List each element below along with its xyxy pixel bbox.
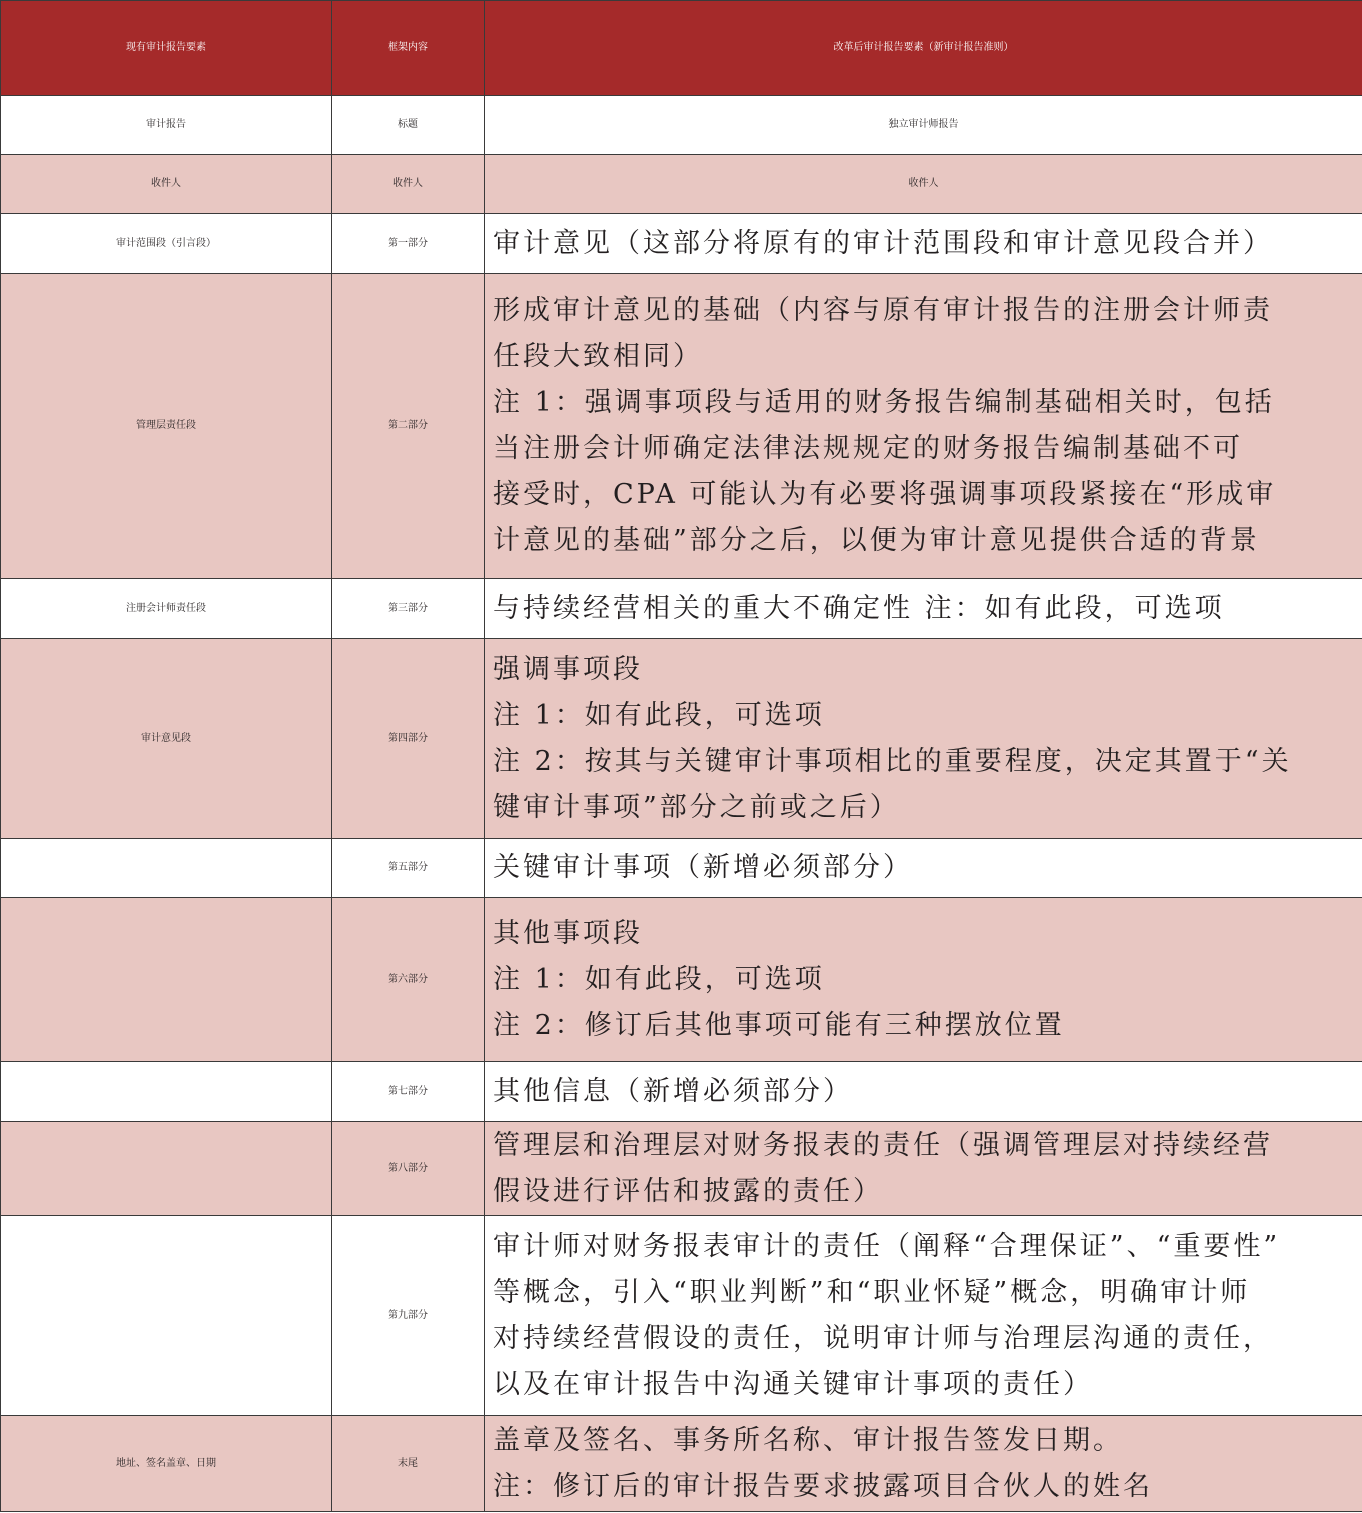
existing-element-cell: 地址、签名盖章、日期 [1,1416,332,1512]
cell-line: 其他事项段 [493,917,643,949]
header-framework-content: 框架内容 [332,1,485,96]
framework-part-cell: 第二部分 [332,274,485,579]
framework-part-cell: 末尾 [332,1416,485,1512]
cell-line: 计意见的基础”部分之后，以便为审计意见提供合适的背景 [493,525,1260,556]
table-row [1,1122,1362,1216]
cell-line: 当注册会计师确定法律法规规定的财务报告编制基础不可 [493,433,1243,464]
existing-element-cell [1,1062,332,1122]
cell-line: 形成审计意见的基础（内容与原有审计报告的注册会计师责 [493,295,1273,326]
framework-part-cell: 第五部分 [332,839,485,898]
reformed-element-cell [485,274,1362,579]
table-row [1,1062,1362,1122]
existing-element-cell: 管理层责任段 [1,274,332,579]
cell-line: 注 1：如有此段，可选项 [493,699,825,731]
cell-line: 盖章及签名、事务所名称、审计报告签发日期。 [493,1424,1123,1456]
table-row [1,898,1362,1062]
cell-line: 注 1：强调事项段与适用的财务报告编制基础相关时，包括 [493,387,1275,418]
reformed-element-cell [485,1122,1362,1216]
cell-line: 管理层和治理层对财务报表的责任（强调管理层对持续经营 [493,1129,1273,1161]
existing-element-cell: 注册会计师责任段 [1,579,332,639]
table-row [1,214,1362,274]
cell-line: 收件人 [908,178,939,189]
cell-line: 独立审计师报告 [888,119,959,130]
framework-part-cell: 第六部分 [332,898,485,1062]
table-row [1,274,1362,579]
cell-line: 强调事项段 [493,653,643,685]
cell-line: 审计师对财务报表审计的责任（阐释“合理保证”、“重要性” [493,1230,1281,1262]
existing-element-cell: 审计范围段（引言段） [1,214,332,274]
cell-line: 与持续经营相关的重大不确定性 注：如有此段，可选项 [493,592,1225,624]
framework-part-cell: 标题 [332,96,485,155]
cell-line: 等概念，引入“职业判断”和“职业怀疑”概念，明确审计师 [493,1276,1251,1308]
reformed-element-cell [485,214,1362,274]
existing-element-cell: 审计意见段 [1,639,332,839]
header-existing-elements: 现有审计报告要素 [1,1,332,96]
cell-line: 任段大致相同） [493,341,703,372]
existing-element-cell: 收件人 [1,155,332,214]
cell-line: 关键审计事项（新增必须部分） [493,852,913,883]
table-row [1,1416,1362,1512]
cell-line: 以及在审计报告中沟通关键审计事项的责任） [493,1368,1093,1400]
framework-part-cell: 第九部分 [332,1216,485,1416]
framework-part-cell: 第一部分 [332,214,485,274]
table-row [1,1216,1362,1416]
existing-element-cell [1,1216,332,1416]
cell-line: 注：修订后的审计报告要求披露项目合伙人的姓名 [493,1470,1153,1502]
cell-line: 键审计事项”部分之前或之后） [493,791,900,823]
existing-element-cell [1,1122,332,1216]
framework-part-cell: 收件人 [332,155,485,214]
reformed-element-cell [485,1416,1362,1512]
table-row [1,155,1362,214]
cell-line: 接受时，CPA 可能认为有必要将强调事项段紧接在“形成审 [493,479,1277,510]
cell-line: 假设进行评估和披露的责任） [493,1175,883,1207]
cell-line: 对持续经营假设的责任，说明审计师与治理层沟通的责任， [493,1322,1273,1354]
table-row [1,579,1362,639]
cell-line: 其他信息（新增必须部分） [493,1075,853,1107]
reformed-element-cell [485,1062,1362,1122]
table-row [1,96,1362,155]
reformed-element-cell [485,898,1362,1062]
framework-part-cell: 第八部分 [332,1122,485,1216]
cell-line: 审计意见（这部分将原有的审计范围段和审计意见段合并） [493,227,1273,259]
reformed-element-cell [485,579,1362,639]
table-header-row [1,1,1362,96]
reformed-element-cell [485,839,1362,898]
table-row [1,839,1362,898]
reformed-element-cell [485,1216,1362,1416]
framework-part-cell: 第三部分 [332,579,485,639]
header-reformed-elements: 改革后审计报告要素（新审计报告准则） [485,1,1362,96]
existing-element-cell: 审计报告 [1,96,332,155]
reformed-element-cell [485,639,1362,839]
table-row [1,639,1362,839]
cell-line: 注 2：修订后其他事项可能有三种摆放位置 [493,1009,1065,1041]
cell-line: 注 2：按其与关键审计事项相比的重要程度，决定其置于“关 [493,745,1292,777]
framework-part-cell: 第七部分 [332,1062,485,1122]
reformed-element-cell [485,155,1362,214]
reformed-element-cell [485,96,1362,155]
existing-element-cell [1,898,332,1062]
framework-part-cell: 第四部分 [332,639,485,839]
cell-line: 注 1：如有此段，可选项 [493,963,825,995]
existing-element-cell [1,839,332,898]
